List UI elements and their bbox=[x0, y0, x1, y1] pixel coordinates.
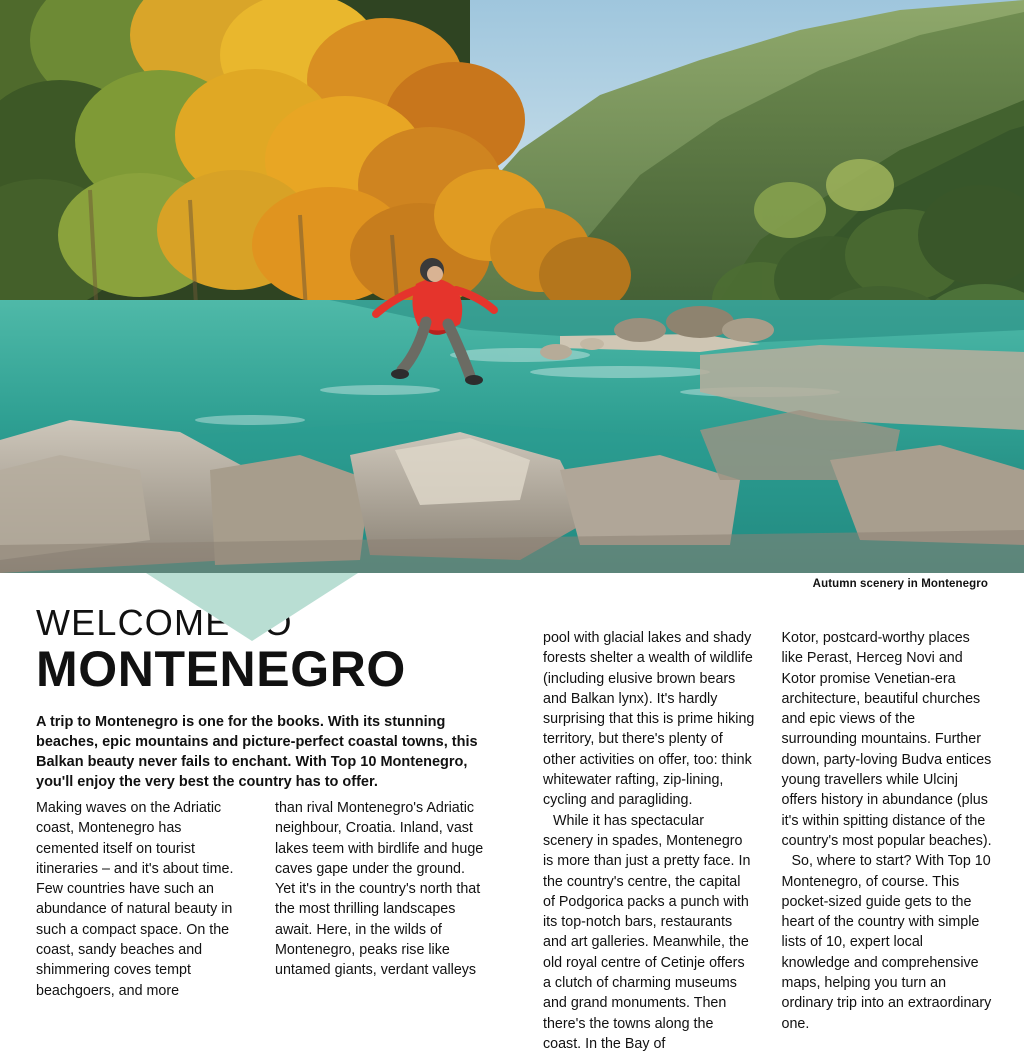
left-body-columns bbox=[36, 798, 488, 1001]
body-column-1 bbox=[36, 798, 248, 1001]
body-paragraph: Making waves on the Adriatic coast, Montenegro has cemented itself on tourist itineraries – and it's about time. Few countries have such an abundance of natural beauty in such a compact space. On the coast, sandy beaches and shimmering coves tempt beachgoers, and more bbox=[36, 800, 234, 999]
standfirst-text: A trip to Montenegro is one for the books. With its stunning beaches, epic mountains and picture-perfect coastal towns, this Balkan beauty never fails to enchant. With Top 10 Montenegro, you'll enjoy the very best the country has to offer. bbox=[36, 714, 478, 790]
body-paragraph: pool with glacial lakes and shady forests shelter a wealth of wildlife (including elusive brown bears and Balkan lynx). It's hardly surprising that this is prime hiking territory, but there's plenty of other activities on offer, too: think whitewater rafting, zip-lining, cycling and paragliding. bbox=[543, 630, 755, 809]
page-title-country: MONTENEGRO bbox=[36, 641, 406, 697]
body-paragraph: So, where to start? With Top 10 Montenegro, of course. This pocket-sized guide gets to the heart of the country with simple lists of 10, expert local knowledge and comprehensive maps, helping you turn an ordinary trip into an extraordinary one. bbox=[781, 853, 992, 1032]
body-paragraph: Kotor, postcard-worthy places like Perast, Herceg Novi and Kotor promise Venetian-era architecture, beautiful churches and epic views of the surrounding mountains. Further down, party-loving Budva entices young travellers while Ulcinj offers history in abundance (plus it's within spitting distance of the country's most popular beaches). bbox=[781, 630, 992, 849]
page-title-welcome: WELCOME TO bbox=[36, 602, 293, 643]
body-column-3 bbox=[543, 628, 755, 1054]
teal-arrow-marker bbox=[146, 573, 358, 643]
body-paragraph: While it has spectacular scenery in spades, Montenegro is more than just a pretty face. In the country's centre, the capital of Podgorica packs a punch with its top-notch bars, restaurants and art galleries. Meanwhile, the old royal centre of Cetinje offers a clutch of charming museums and grand monuments. Then there's the towns along the coast. In the Bay of bbox=[543, 812, 751, 1052]
right-body-columns bbox=[543, 628, 993, 1054]
body-column-2 bbox=[275, 798, 487, 1001]
photo-caption: Autumn scenery in Montenegro bbox=[812, 578, 988, 590]
body-paragraph: than rival Montenegro's Adriatic neighbour, Croatia. Inland, vast lakes teem with birdlife and huge caves gape under the ground. Yet it's in the country's north that the most thrilling landscapes await. Here, in the wilds of Montenegro, peaks rise like untamed giants, verdant valleys bbox=[275, 800, 484, 979]
body-column-4 bbox=[782, 628, 994, 1054]
